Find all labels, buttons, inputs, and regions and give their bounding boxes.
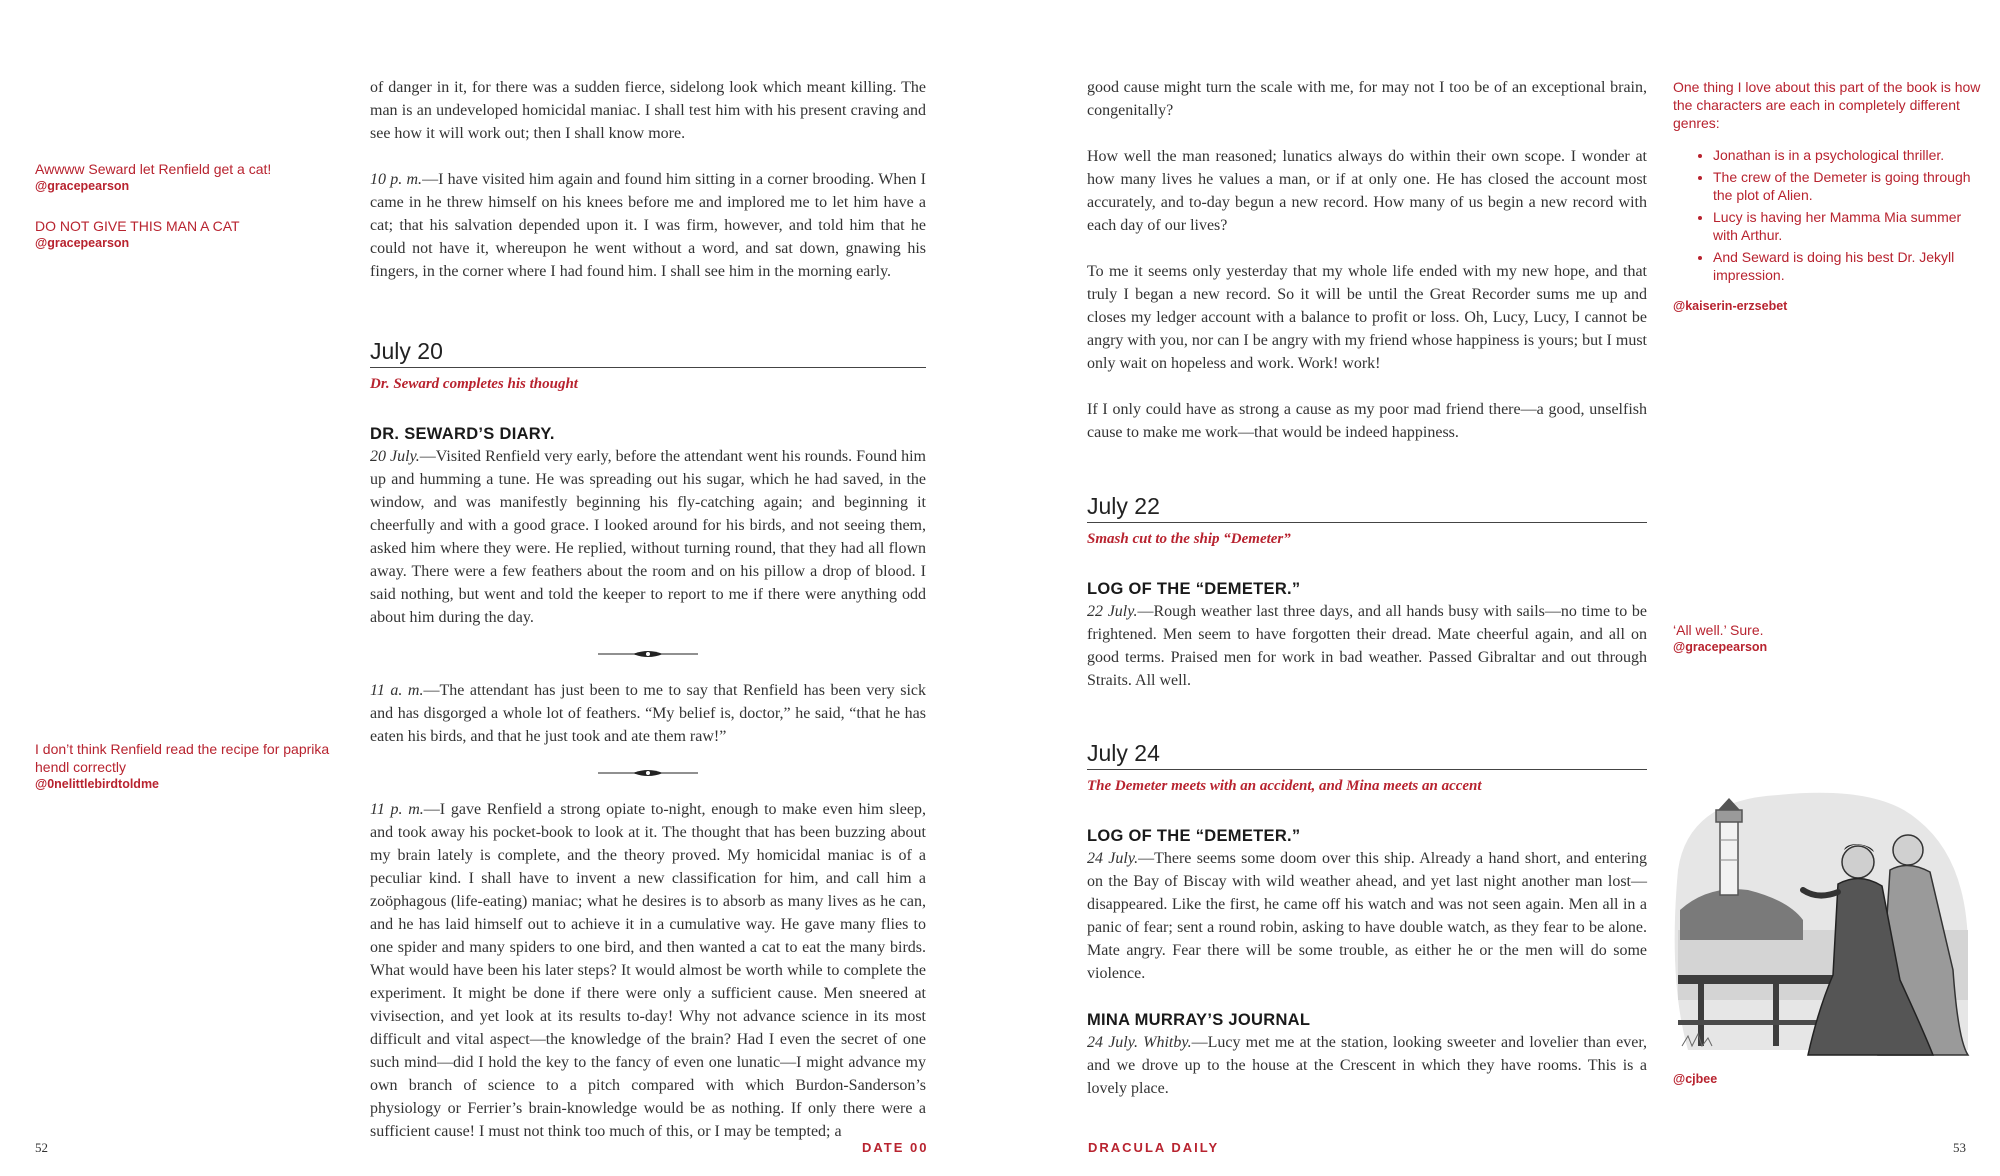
entry-text: —Visited Renfield very early, before the attendant went his rounds. Found him up and humming a tune. He was spreading out his sugar, which he had saved, in the window, and was manifestly beginning his fly-catching again; and beginning it cheerfully and with a good grace. I looked around for his birds, and not seeing them, asked him where they were. He replied, without turning round, that they had all flown away. There were a few feathers about the room and on his pillow a drop of blood. I said nothing, but went and told the keeper to report to me if there were anything odd about him during the day. bbox=[370, 448, 926, 626]
entry-date: 24 July. Whitby. bbox=[1087, 1034, 1192, 1051]
comment-seward-cat bbox=[35, 160, 335, 195]
page-number-left: 52 bbox=[35, 1140, 48, 1155]
illustration-lucy-mina-lighthouse bbox=[1668, 780, 1980, 1060]
right-page-column bbox=[1087, 76, 1647, 1100]
entry-10pm bbox=[370, 168, 926, 283]
list-item: • Lucy is having her Mamma Mia summer with Arthur. bbox=[1713, 208, 1983, 244]
entry-time: 10 p. m. bbox=[370, 171, 423, 188]
continued-paragraph: of danger in it, for there was a sudden fierce, sidelong look which meant killing. The man is an undeveloped homicidal maniac. I shall test him with his present craving and see how it will work out; then I shall know more. bbox=[370, 79, 926, 142]
left-page-column bbox=[370, 76, 926, 1143]
subhead-july-20: Dr. Seward completes his thought bbox=[370, 376, 578, 392]
entry-date: 20 July. bbox=[370, 448, 420, 465]
subhead-july-24: The Demeter meets with an accident, and Mina meets an accent bbox=[1087, 778, 1482, 794]
continued-paragraph: good cause might turn the scale with me, for may not I too be of an exceptional brain, congenitally? bbox=[1087, 79, 1647, 119]
comment-handle[interactable]: @gracepearson bbox=[35, 236, 130, 250]
section-title-seward-diary: DR. SEWARD’S DIARY. bbox=[370, 425, 555, 443]
comment-text: Awwww Seward let Renfield get a cat! bbox=[35, 161, 272, 177]
section-title-mina-journal: MINA MURRAY’S JOURNAL bbox=[1087, 1011, 1311, 1029]
entry-text: —Lucy met me at the station, looking sweeter and lovelier than ever, and we drove up to the house at the Crescent in which they have rooms. This is a lovely place. bbox=[1087, 1034, 1648, 1097]
entry-date: 24 July. bbox=[1087, 850, 1139, 867]
list-item: • Jonathan is in a psychological thriller. bbox=[1713, 146, 1983, 164]
running-footer-right: DRACULA DAILY bbox=[1088, 1140, 1220, 1155]
comment-text: DO NOT GIVE THIS MAN A CAT bbox=[35, 218, 240, 234]
comment-handle[interactable]: @kaiserin-erzsebet bbox=[1673, 299, 1788, 313]
paragraph-lunatics: How well the man reasoned; lunatics always do within their own scope. I wonder at how many lives he values a man, or if at only one. He has closed the account most accurately, and to-day begun a new record. How many of us begin a new record with each day of our lives? bbox=[1087, 148, 1647, 234]
comment-handle[interactable]: @gracepearson bbox=[1673, 640, 1768, 654]
section-title-demeter-log: LOG OF THE “DEMETER.” bbox=[1087, 580, 1301, 598]
entry-date: 22 July. bbox=[1087, 603, 1138, 620]
comment-all-well bbox=[1673, 621, 1973, 656]
comment-text: I don’t think Renfield read the recipe for paprika hendl correctly bbox=[35, 741, 330, 775]
list-item: • The crew of the Demeter is going through the plot of Alien. bbox=[1713, 168, 1983, 204]
entry-text: —I have visited him again and found him sitting in a corner brooding. When I came in he threw himself on his knees before me and implored me to let him have a cat; that his salvation depended upon it. I was firm, however, and told him that he could not have it, whereupon he went without a word, and sat down, gnawing his fingers, in the corner where I had found him. I shall see him in the morning early. bbox=[370, 171, 927, 280]
comment-paprika bbox=[35, 740, 345, 793]
entry-time: 11 a. m. bbox=[370, 682, 424, 699]
date-heading-july-24: July 24 bbox=[1087, 740, 1647, 770]
entry-11am bbox=[370, 679, 926, 748]
entry-text: —I gave Renfield a strong opiate to-night, enough to make even him sleep, and took away his pocket-book to look at it. The thought that has been buzzing about my brain lately is complete, and the theory proved. My homicidal maniac is of a peculiar kind. I shall have to invent a new classification for him, and call him a zoöphagous (life-eating) maniac; what he desires is to absorb as many lives as he can, and he has laid himself out to achieve it in a cumulative way. He gave many flies to one spider and many spiders to one bird, and then wanted a cat to eat the many birds. What would have been his later steps? It would almost be worth while to complete the experiment. It might be done if there were only a sufficient cause. Men sneered at vivisection, and yet look at its results to-day! Why not advance science in its most difficult and vital aspect—the knowledge of the brain? Had I even the secret of one such mind—did I hold the key to the fancy of even one lunatic—I might advance my own branch of science to a pitch compared with which Burdon-Sanderson’s physiology or Ferrier’s brain-knowledge would be as nothing. If only there were a sufficient cause! I must not think too much of this, or I may be tempted; a bbox=[370, 801, 926, 1140]
comment-text: One thing I love about this part of the book is how the characters are each in completely different genres: bbox=[1673, 79, 1981, 131]
entry-text: —There seems some doom over this ship. Already a hand short, and entering on the Bay of Biscay with wild weather ahead, and yet last night another man lost—disappeared. Like the first, he came off his watch and was not seen again. Men all in a panic of fear; sent a round robin, asking to have double watch, as they fear to be alone. Mate angry. Fear there will be some trouble, as either he or the men will do some violence. bbox=[1087, 850, 1648, 982]
comment-handle[interactable]: @0nelittlebirdtoldme bbox=[35, 777, 160, 791]
entry-text: —The attendant has just been to me to say that Renfield has been very sick and has disgorged a whole lot of feathers. “My belief is, doctor,” he said, “that he has eaten his birds, and that he just took and ate them raw!” bbox=[370, 682, 926, 745]
entry-24-july-whitby bbox=[1087, 1031, 1647, 1100]
paragraph-strong-cause: If I only could have as strong a cause as my poor mad friend there—a good, unselfish cause to make me work—that would be indeed happiness. bbox=[1087, 401, 1647, 441]
comment-handle[interactable]: @gracepearson bbox=[35, 179, 130, 193]
genre-list bbox=[1673, 146, 1983, 284]
section-divider-ornament bbox=[598, 768, 698, 778]
running-footer-left: DATE 00 bbox=[862, 1140, 929, 1155]
comment-text: ‘All well.’ Sure. bbox=[1673, 622, 1764, 638]
comment-no-cat bbox=[35, 217, 335, 252]
entry-11pm bbox=[370, 798, 926, 1143]
entry-20-july bbox=[370, 445, 926, 629]
entry-text: —Rough weather last three days, and all hands busy with sails—no time to be frightened. Men seem to have forgotten their dread. Mate cheerful again, and all on good terms. Praised men for work in bad weather. Passed Gibraltar and out through Straits. All well. bbox=[1087, 603, 1648, 689]
date-heading-july-20: July 20 bbox=[370, 338, 926, 368]
date-heading-july-22: July 22 bbox=[1087, 493, 1647, 523]
list-item: • And Seward is doing his best Dr. Jekyll impression. bbox=[1713, 248, 1983, 284]
illustration-credit[interactable]: @cjbee bbox=[1673, 1072, 1718, 1086]
section-title-demeter-log: LOG OF THE “DEMETER.” bbox=[1087, 827, 1301, 845]
paragraph-new-record: To me it seems only yesterday that my whole life ended with my new hope, and that truly I began a new record. So it will be until the Great Recorder sums me up and closes my ledger account with a balance to profit or loss. Oh, Lucy, Lucy, I cannot be angry with you, nor can I be angry with my friend whose happiness is yours; but I must only wait on hopeless and work. Work! work! bbox=[1087, 263, 1647, 372]
subhead-july-22: Smash cut to the ship “Demeter” bbox=[1087, 531, 1291, 547]
entry-24-july bbox=[1087, 847, 1647, 985]
entry-22-july bbox=[1087, 600, 1647, 692]
entry-time: 11 p. m. bbox=[370, 801, 424, 818]
page-number-right: 53 bbox=[1953, 1140, 1966, 1155]
section-divider-ornament bbox=[598, 649, 698, 659]
comment-genres bbox=[1673, 78, 1983, 315]
